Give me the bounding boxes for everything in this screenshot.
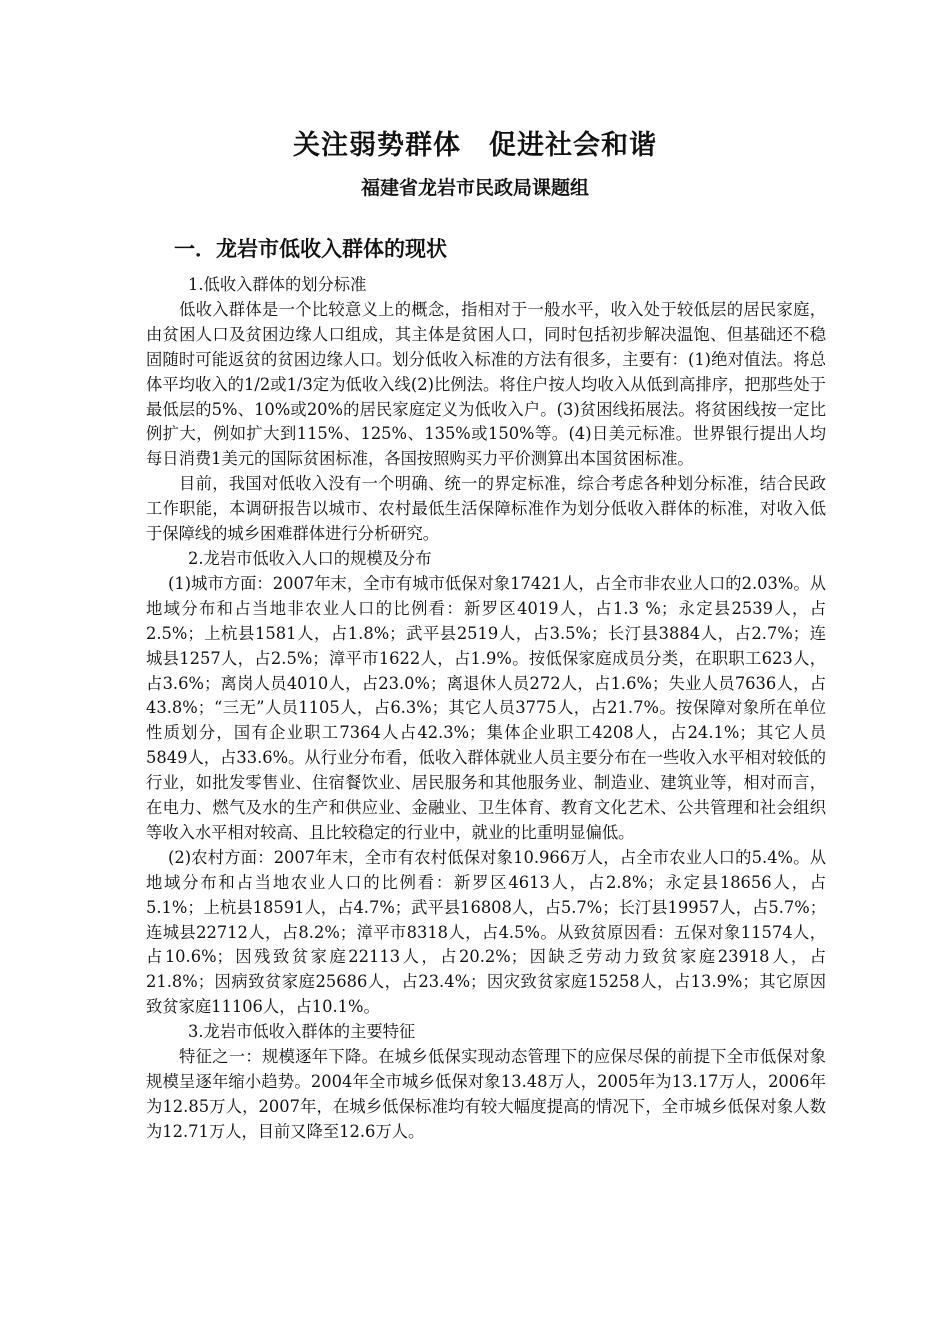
paragraph: (1)城市方面：2007年末，全市有城市低保对象17421人，占全市非农业人口的2.03%。从地域分布和占当地非农业人口的比例看：新罗区4019人，占1.3 %；永定县2539人，占2.5%；上杭县1581人，占1.8%；武平县2519人，占3.5%；长汀县3884人，占2.7%；连城县1257人，占2.5%；漳平市1622人，占1.9%。按低保家庭成员分类，在职职工623人，占3.6%；离岗人员4010人，占23.0%；离退休人员272人，占1.6%；失业人员7636人，占43.8%；“三无”人员1105人，占6.3%；其它人员3775人，占21.7%。按保障对象所在单位性质划分，国有企业职工7364人占42.3%；集体企业职工4208人，占24.1%；其它人员5849人，占33.6%。从行业分布看，低收入群体就业人员主要分布在一些收入水平相对较低的行业，如批发零售业、住宿餐饮业、居民服务和其他服务业、制造业、建筑业等，相对而言，在电力、燃气及水的生产和供应业、金融业、卫生体育、教育文化艺术、公共管理和社会组织等收入水平相对较高、且比较稳定的行业中，就业的比重明显偏低。 [146,573,826,842]
subsection-heading-1: 1.低收入群体的划分标准 [188,275,367,294]
page-title: 关注弱势群体 促进社会和谐 [293,130,657,161]
page-subtitle: 福建省龙岩市民政局课题组 [360,177,589,199]
subsection-heading-3: 3.龙岩市低收入群体的主要特征 [188,1022,416,1042]
paragraph: 低收入群体是一个比较意义上的概念，指相对于一般水平，收入处于较低层的居民家庭，由贫困人口及贫困边缘人口组成，其主体是贫困人口，同时包括初步解决温饱、但基础还不稳固随时可能返贫的贫困边缘人口。划分低收入标准的方法有很多，主要有：(1)绝对值法。将总体平均收入的1/2或1/3定为低收入线(2)比例法。将住户按人均收入从低到高排序，把那些处于最低层的5%、10%或20%的居民家庭定义为低收入户。(3)贫困线拓展法。将贫困线按一定比例扩大，例如扩大到115%、125%、135%或150%等。(4)日美元标准。世界银行提出人均每日消费1美元的国际贫困标准，各国按照购买力平价测算出本国贫困标准。 [146,299,826,469]
paragraph: 特征之一：规模逐年下降。在城乡低保实现动态管理下的应保尽保的前提下全市低保对象规模呈逐年缩小趋势。2004年全市城乡低保对象13.48万人，2005年为13.17万人，2006年为12.85万人，2007年，在城乡低保标准均有较大幅度提高的情况下，全市城乡低保对象人数为12.71万人，目前又降至12.6万人。 [146,1047,826,1141]
body-text [146,273,826,1145]
paragraph: 目前，我国对低收入没有一个明确、统一的界定标准，综合考虑各种划分标准，结合民政工作职能，本调研报告以城市、农村最低生活保障标准作为划分低收入群体的标准，对收入低于保障线的城乡困难群体进行分析研究。 [146,474,826,544]
paragraph: (2)农村方面：2007年末，全市有农村低保对象10.966万人，占全市农业人口的5.4%。从地域分布和占当地农业人口的比例看：新罗区4613人，占2.8%；永定县18656人，占5.1%；上杭县18591人，占4.7%；武平县16808人，占5.7%；长汀县19957人，占5.7%；连城县22712人，占8.2%；漳平市8318人，占4.5%。从致贫原因看：五保对象11574人，占10.6%；因残致贫家庭22113人，占20.2%；因缺乏劳动力致贫家庭23918人，占21.8%；因病致贫家庭25686人，占23.4%；因灾致贫家庭15258人，占13.9%；其它原因致贫家庭11106人，占10.1%。 [146,847,826,1017]
subsection-heading-2: 2.龙岩市低收入人口的规模及分布 [188,548,432,568]
section-heading-1: 一．龙岩市低收入群体的现状 [174,236,447,261]
